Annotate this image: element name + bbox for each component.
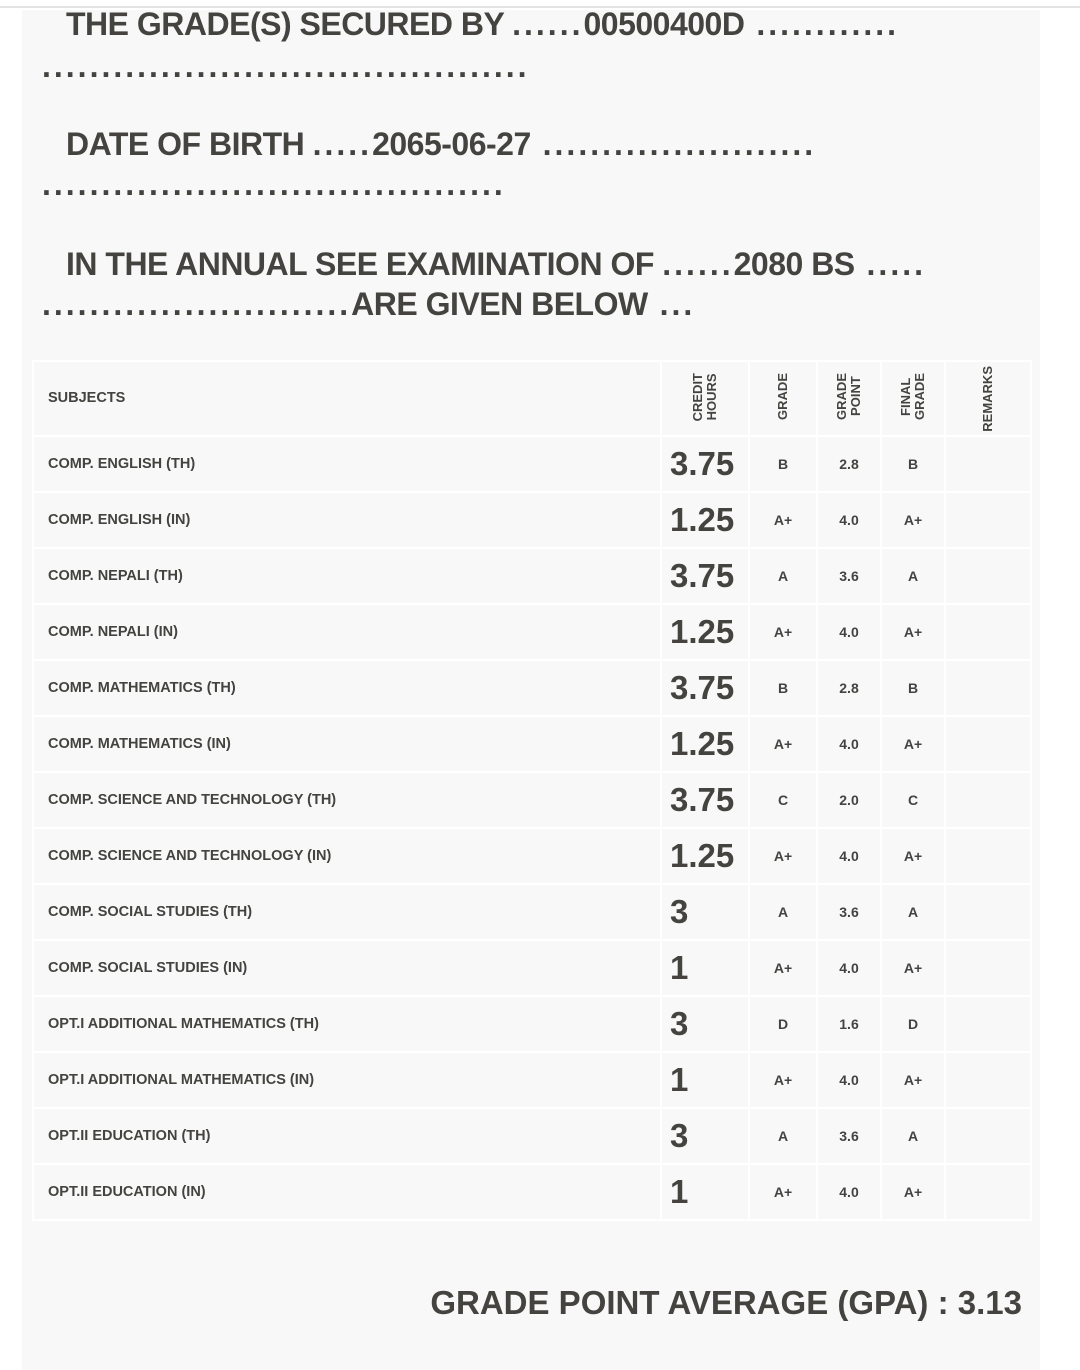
credit-hours-cell: 1.25: [661, 604, 749, 660]
grade-point-cell: 4.0: [817, 828, 881, 884]
remarks-cell: [945, 1108, 1031, 1164]
final-grade-label: FINAL GRADE: [898, 373, 927, 421]
credit-hours-cell: 1.25: [661, 828, 749, 884]
final-grade-cell: A+: [881, 604, 945, 660]
subject-cell: COMP. MATHEMATICS (IN): [33, 716, 661, 772]
grade-cell: B: [749, 436, 817, 492]
final-grade-cell: B: [881, 660, 945, 716]
subject-cell: COMP. SOCIAL STUDIES (IN): [33, 940, 661, 996]
secured-by-line: THE GRADE(S) SECURED BY ......00500400D ............: [66, 6, 900, 42]
gpa-label: GRADE POINT AVERAGE (GPA) :: [430, 1284, 949, 1321]
table-row: [33, 884, 1031, 940]
symbol-number: 00500400D: [583, 6, 745, 42]
table-row: [33, 996, 1031, 1052]
final-grade-cell: C: [881, 772, 945, 828]
final-grade-cell: A: [881, 548, 945, 604]
grade-cell: A: [749, 1108, 817, 1164]
grade-cell: A: [749, 884, 817, 940]
subject-cell: COMP. SOCIAL STUDIES (TH): [33, 884, 661, 940]
final-grade-cell: A: [881, 1108, 945, 1164]
grade-cell: A: [749, 548, 817, 604]
subject-cell: COMP. NEPALI (TH): [33, 548, 661, 604]
remarks-label: REMARKS: [980, 366, 995, 432]
grade-cell: C: [749, 772, 817, 828]
grade-cell: A+: [749, 1164, 817, 1220]
remarks-cell: [945, 660, 1031, 716]
col-remarks: [945, 361, 1031, 436]
subject-cell: OPT.II EDUCATION (IN): [33, 1164, 661, 1220]
remarks-cell: [945, 492, 1031, 548]
subject-cell: OPT.I ADDITIONAL MATHEMATICS (TH): [33, 996, 661, 1052]
table-row: [33, 492, 1031, 548]
subject-cell: COMP. NEPALI (IN): [33, 604, 661, 660]
credit-hours-cell: 3: [661, 1108, 749, 1164]
remarks-cell: [945, 604, 1031, 660]
credit-hours-cell: 1: [661, 1164, 749, 1220]
grade-cell: B: [749, 660, 817, 716]
credit-hours-cell: 1.25: [661, 716, 749, 772]
grade-point-cell: 4.0: [817, 1052, 881, 1108]
grade-point-cell: 2.8: [817, 436, 881, 492]
subject-cell: COMP. SCIENCE AND TECHNOLOGY (IN): [33, 828, 661, 884]
remarks-cell: [945, 884, 1031, 940]
remarks-cell: [945, 716, 1031, 772]
remarks-cell: [945, 828, 1031, 884]
grades-table: [32, 360, 1032, 1221]
exam-label: IN THE ANNUAL SEE EXAMINATION OF: [66, 246, 654, 282]
credit-hours-cell: 3.75: [661, 772, 749, 828]
remarks-cell: [945, 1052, 1031, 1108]
subject-cell: COMP. MATHEMATICS (TH): [33, 660, 661, 716]
grade-cell: A+: [749, 492, 817, 548]
credit-hours-cell: 1: [661, 940, 749, 996]
exam-line: IN THE ANNUAL SEE EXAMINATION OF ......2080 BS .....: [66, 246, 926, 282]
final-grade-cell: A: [881, 884, 945, 940]
grade-cell: A+: [749, 828, 817, 884]
dob-line: DATE OF BIRTH .....2065-06-27 .......................: [66, 126, 817, 162]
remarks-cell: [945, 996, 1031, 1052]
subject-cell: COMP. SCIENCE AND TECHNOLOGY (TH): [33, 772, 661, 828]
col-subjects: SUBJECTS: [33, 361, 661, 436]
table-row: [33, 828, 1031, 884]
remarks-cell: [945, 1164, 1031, 1220]
exam-year: 2080 BS: [733, 246, 855, 282]
credit-hours-cell: 1: [661, 1052, 749, 1108]
dotted-line: .........................................: [42, 48, 530, 84]
gpa-summary: [430, 1284, 1022, 1322]
col-final-grade: [881, 361, 945, 436]
grade-point-cell: 3.6: [817, 1108, 881, 1164]
table-row: [33, 604, 1031, 660]
grade-cell: D: [749, 996, 817, 1052]
table-row: [33, 772, 1031, 828]
final-grade-cell: D: [881, 996, 945, 1052]
table-row: [33, 548, 1031, 604]
table-row: [33, 660, 1031, 716]
table-row: [33, 1108, 1031, 1164]
given-below-text: ARE GIVEN BELOW: [351, 286, 648, 322]
final-grade-cell: A+: [881, 940, 945, 996]
table-header-row: [33, 361, 1031, 436]
grade-cell: A+: [749, 716, 817, 772]
credit-hours-cell: 3: [661, 996, 749, 1052]
final-grade-cell: B: [881, 436, 945, 492]
grade-label: GRADE: [775, 373, 790, 421]
col-credit-hours: [661, 361, 749, 436]
grade-point-cell: 4.0: [817, 940, 881, 996]
grade-cell: A+: [749, 604, 817, 660]
grade-point-cell: 3.6: [817, 884, 881, 940]
given-below-line: ..........................ARE GIVEN BELOW ...: [42, 286, 696, 322]
dob-label: DATE OF BIRTH: [66, 126, 305, 162]
grade-point-cell: 4.0: [817, 716, 881, 772]
subject-cell: OPT.II EDUCATION (TH): [33, 1108, 661, 1164]
table-row: [33, 1052, 1031, 1108]
grade-cell: A+: [749, 1052, 817, 1108]
dotted-line: .......................................: [42, 166, 506, 202]
secured-by-label: THE GRADE(S) SECURED BY: [66, 6, 504, 42]
credit-hours-cell: 3.75: [661, 436, 749, 492]
grade-point-cell: 2.8: [817, 660, 881, 716]
table-row: [33, 436, 1031, 492]
final-grade-cell: A+: [881, 716, 945, 772]
col-grade: [749, 361, 817, 436]
grade-point-label: GRADE POINT: [834, 373, 863, 421]
final-grade-cell: A+: [881, 1052, 945, 1108]
remarks-cell: [945, 940, 1031, 996]
grade-point-cell: 3.6: [817, 548, 881, 604]
credit-hours-cell: 1.25: [661, 492, 749, 548]
col-grade-point: [817, 361, 881, 436]
grade-point-cell: 2.0: [817, 772, 881, 828]
table-row: [33, 1164, 1031, 1220]
subject-cell: COMP. ENGLISH (TH): [33, 436, 661, 492]
credit-hours-cell: 3.75: [661, 660, 749, 716]
remarks-cell: [945, 548, 1031, 604]
grade-point-cell: 1.6: [817, 996, 881, 1052]
final-grade-cell: A+: [881, 1164, 945, 1220]
remarks-cell: [945, 772, 1031, 828]
gpa-value: 3.13: [957, 1284, 1022, 1321]
dob-value: 2065-06-27: [372, 126, 531, 162]
grade-point-cell: 4.0: [817, 1164, 881, 1220]
table-row: [33, 716, 1031, 772]
credit-hours-cell: 3: [661, 884, 749, 940]
grade-point-cell: 4.0: [817, 604, 881, 660]
subject-cell: OPT.I ADDITIONAL MATHEMATICS (IN): [33, 1052, 661, 1108]
credit-hours-label: CREDIT HOURS: [690, 372, 719, 422]
subject-cell: COMP. ENGLISH (IN): [33, 492, 661, 548]
table-row: [33, 940, 1031, 996]
final-grade-cell: A+: [881, 492, 945, 548]
grade-cell: A+: [749, 940, 817, 996]
grade-point-cell: 4.0: [817, 492, 881, 548]
remarks-cell: [945, 436, 1031, 492]
credit-hours-cell: 3.75: [661, 548, 749, 604]
final-grade-cell: A+: [881, 828, 945, 884]
